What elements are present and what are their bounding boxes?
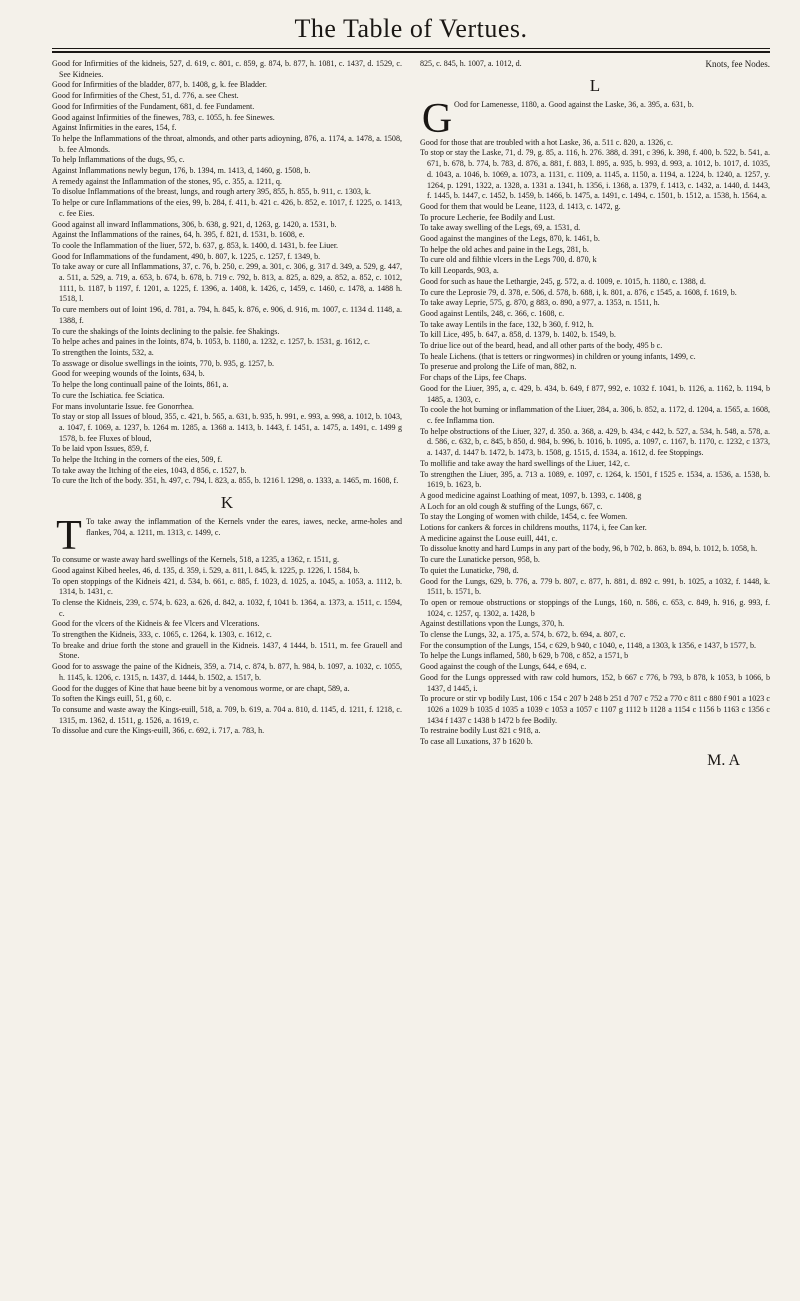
index-entry: Good against Infirmities of the finewes, 783, c. 1055, h. fee Sinewes. [52,112,275,122]
index-entry: To dissolue and cure the Kings-euill, 366, c. 692, i. 717, a. 783, h. [52,726,265,736]
index-entry: To coole the hot burning or inflammation of the Liuer, 284, a. 306, b. 852, a. 1172, d. 1204, a. 1565, a. 1608, c. fee Inflamma tion. [420,405,770,425]
index-entry: Good for Infirmities of the kidneis, 527, d. 619, c. 801, c. 859, g. 874, b. 877, h. 1081, c. 1437, d. 1529, c. See Kidneies. [52,59,402,79]
index-entry: To stay the Longing of women with childe, 1454, c. fee Women. [420,512,628,522]
index-entry: To cure the shakings of the Ioints declining to the palsie. fee Shakings. [52,326,280,336]
columns [52,59,770,770]
index-entry: Against the Inflammations of the raines, 64, h. 395, f. 821, d. 1531, b. 1608, e. [52,230,305,240]
index-entry: A medicine against the Louse euill, 441, c. [420,533,558,543]
right-top-line [420,59,770,70]
index-entry: Good for such as haue the Lethargie, 245, g. 572, a. d. 1009, e. 1015, h. 1180, c. 1388, d. [420,276,706,286]
index-entry: To helpe or cure Inflammations of the eies, 99, b. 284, f. 411, b. 421 c. 426, b. 852, e. 1017, f. 1225, o. 1413, c. fee Eies. [52,198,402,218]
right-entries [420,138,770,748]
index-entry: For mans involuntarie Issue. fee Gonorrhea. [52,401,194,411]
index-entry: Good for the Lungs, 629, b. 776, a. 779 b. 807, c. 877, h. 881, d. 892 c. 991, b. 1025, a 1032, f. 1448, k. 1511, b. 1571, b. [420,576,770,597]
index-entry: Good against all inward Inflammations, 306, b. 638, g. 921, d, 1263, g. 1420, a. 1531, b. [52,219,337,229]
index-entry: Good against the cough of the Lungs, 644, e 694, c. [420,662,587,672]
index-entry: Good for those that are troubled with a hot Laske, 36, a. 511 c. 820, a. 1326, c. [420,137,673,147]
drop-cap-body [454,100,770,138]
index-entry: Good against the mangines of the Legs, 870, k. 1461, b. [420,234,600,244]
index-entry: To strengthen the Kidneis, 333, c. 1065, c. 1264, k. 1303, c. 1612, c. [52,630,272,640]
index-entry: To cure members out of Ioint 196, d. 781, a. 794, h. 845, k. 876, e. 906, d. 916, m. 1007, c. 1134 d. 1148, a. 1388, f. [52,305,402,325]
index-entry: To be laid vpon Issues, 859, f. [52,444,149,454]
index-entry: Good for Inflammations of the fundament, 490, b. 807, k. 1225, c. 1257, f. 1349, b. [52,251,321,261]
drop-cap-letter: T [56,513,82,560]
right-column [420,59,770,770]
index-entry: To helpe the Lungs inflamed, 580, b 629, b 708, c 852, a 1571, b [420,651,629,661]
index-entry: To asswage or disolue swellings in the ioints, 770, b. 935, g. 1257, b. [52,358,275,368]
index-entry: To strengthen the Ioints, 532, a. [52,347,154,357]
index-entry: To mollifie and take away the hard swellings of the Liuer, 142, c. [420,458,630,468]
continued-entry: 825, c. 845, h. 1007, a. 1012, d. [420,59,522,68]
index-entry: To soften the Kings euill, 51, g 60, c. [52,694,172,704]
index-entry: To driue lice out of the beard, head, and all other parts of the body, 495 b c. [420,341,663,351]
index-entry: To open or remoue obstructions or stoppings of the Lungs, 160, n. 586, c. 653, c. 849, h. 916, g. 993, f. 1024, c. 1257, q. 1302, a. 1428, b [420,597,770,618]
index-entry: Good for the Lungs oppressed with raw cold humors, 152, b 667 c 776, b 793, b 878, k 1053, b 1066, b 1437, d 1445, i. [420,672,770,693]
index-entry: To strengthen the Liuer, 395, a. 713 a. 1089, e. 1097, c. 1264, k. 1501, f 1525 e. 1534, a. 1536, a. 1538, b. 1619, b. 1623, b. [420,469,770,490]
drop-cap-body [86,517,402,555]
index-entry: To stay or stop all Issues of bloud, 355, c. 421, b. 565, a. 631, b. 935, h. 991, e. 993, a. 998, a. 1012, b. 1043, a. 1047, f. 1069, a. 1237, b. 1264 m. 1285, a. 1368 a. 1413, b. 1443, f. 1451, a. 1475, a. 1491, c. 1499 g 1578, b. fee Fluxes of bloud, [52,412,402,443]
index-entry: To dissolue knotty and hard Lumps in any part of the body, 96, b 702, b. 863, b. 894, b. 1012, b. 1058, h. [420,544,758,554]
index-entry: Against Infirmities in the eares, 154, f. [52,123,177,133]
index-entry: To take away swelling of the Legs, 69, a. 1531, d. [420,223,581,233]
index-entry: To helpe aches and paines in the Ioints, 874, b. 1053, b. 1180, a. 1232, c. 1257, b. 1531, g. 1612, c. [52,337,370,347]
index-entry: To preserue and prolong the Life of man, 882, n. [420,362,577,372]
index-entry: Good against Kibed heeles, 46, d. 135, d. 359, i. 529, a. 811, l. 845, k. 1225, p. 1226, l. 1584, b. [52,565,360,575]
index-entry: To kill Lice, 495, b. 647, a. 858, d. 1379, b. 1402, b. 1549, b. [420,330,616,340]
index-entry: Good for to asswage the paine of the Kidneis, 359, a. 714, c. 874, b. 877, h. 984, b. 1097, a. 1032, c. 1055, h. 1145, k. 1206, c. 1315, n. 1437, d. 1444, b. 1502, a. 1517, b. [52,662,402,682]
index-entry: Good for Infirmities of the bladder, 877, b. 1408, g, k. fee Bladder. [52,80,267,90]
index-entry: To breake and driue forth the stone and grauell in the Kidneis. 1437, 4 1444, b. 1511, m. fee Grauell and Stone. [52,640,402,661]
header-rule-double [52,51,770,53]
index-entry: To cure the Leprosie 79, d. 378, e. 506, d. 578, b. 688, i, k. 801, a. 876, c 1545, a. 1608, f. 1619, b. [420,287,737,297]
index-entry: Good for the Liuer, 395, a, c. 429, b. 434, b. 649, f 877, 992, e. 1032 f. 1041, b. 1126, a. 1162, b. 1194, b 1485, a. 1303, c. [420,383,770,404]
index-entry: To take away the inflammation of the Kernels vnder the eares, iawes, necke, arme-holes and flankes, 704, a. 1211, m. 1313, c. 1499, c. [86,517,402,537]
index-entry: Good against Lentils, 248, c. 366, c. 1608, c. [420,308,565,318]
section-letter-k: K [220,493,234,513]
index-entry: To disolue Inflammations of the breast, lungs, and rough artery 395, 855, h. 855, b. 911, c. 1303, k. [52,187,371,197]
left-column [52,59,402,770]
index-entry: To helpe the Itching in the corners of the eies, 509, f. [52,455,223,465]
index-entry: To help Inflammations of the dugs, 95, c. [52,155,185,165]
index-entry: Ood for Lamenesse, 1180, a. Good against the Laske, 36, a. 395, a. 631, b. [454,99,694,109]
index-entry: To take away the Itching of the eies, 1043, d 856, c. 1527, b. [52,465,247,475]
index-entry: To kill Leopards, 903, a. [420,266,499,276]
index-entry: To cure the Lunaticke person, 958, b. [420,555,540,565]
index-entry: To clense the Lungs, 32, a. 175, a. 574, b. 672, b. 694, a. 807, c. [420,630,626,640]
index-entry: To helpe the Inflammations of the throat, almonds, and other parts adioyning, 876, a. 1174, a. 1478, a. 1508, b. fee Almonds. [52,133,402,154]
index-entry: To case all Luxations, 37 b 1620 b. [420,737,533,747]
index-entry: Good for the vlcers of the Kidneis & fee Vlcers and Vlcerations. [52,619,260,629]
index-entry: To take away Lentils in the face, 132, b 360, f. 912, h. [420,319,594,329]
index-entry: To helpe the old aches and paine in the Legs, 281, b. [420,244,589,254]
index-entry: To consume and waste away the Kings-euill, 518, a. 709, b. 619, a. 704 a. 810, d. 1145, d. 1211, f. 1218, c. 1315, m. 1362, d. 1511, g. 1526, a. 1619, c. [52,704,402,725]
index-entry: A good medicine against Loathing of meat, 1097, b. 1393, c. 1408, g [420,490,642,500]
header-rule [52,48,770,49]
index-entry: To cure the Ischiatica. fee Sciatica. [52,390,165,400]
index-entry: To consume or waste away hard swellings of the Kernels, 518, a 1235, a 1362, r. 1511, g. [52,555,339,565]
cross-reference: Knots, fee Nodes. [705,59,770,69]
index-entry: For the consumption of the Lungs, 154, c 629, b 940, c 1040, e, 1148, a 1303, k 1356, e 1437, b 1577, b. [420,640,757,650]
section-letter-l: L [589,75,601,95]
index-entry: A Loch for an old cough & stuffing of the Lungs, 667, c. [420,501,603,511]
index-entry: Good for them that would be Leane, 1123, d. 1413, c. 1472, g. [420,201,621,211]
index-entry: To cure old and filthie vlcers in the Legs 700, d. 870, k [420,255,597,265]
index-entry: To procure or stir vp bodily Lust, 106 c 154 c 207 b 248 b 251 d 707 c 752 a 770 c 811 c 880 f 901 a 1023 c 1026 a 1029 b 1035 d 1035 a 1039 c 1053 a 1057 c 1107 g 1112 b 1128 a 1154 c 1156 b 1163 c 1356 c 1434 f 1437 c 1438 b 1472 b fee Bodily. [420,694,770,725]
catchword: M. A [707,751,740,769]
index-entry: To quiet the Lunaticke, 798, d. [420,565,519,575]
page-header: The Table of Vertues. [294,14,528,43]
index-entry: Good for Infirmities of the Fundament, 681, d. fee Fundament. [52,101,255,111]
index-entry: To take away or cure all Inflammations, 37, c. 76, b. 250, c. 299, a. 301, c. 306, g. 317 d. 349, a. 529, g. 447, a. 511, a. 529, a. 719, a. 653, b. 674, b. 678, b. 719 c. 792, b. 813, a. 825, a. 829, a. 852, a. 852, c. 1012, 1111, b. 1187, b 1197, f. 1201, a. 1225, f. 1396, a. 1408, k. 1426, c, 1459, c. 1460, c. 1478, a. 1488 h. 1518, l. [52,262,402,304]
index-entry: To heale Lichens. (that is tetters or ringwormes) in children or young infants, 1499, c. [420,351,696,361]
left-entries-k [52,555,402,737]
index-entry: To coole the Inflammation of the liuer, 572, b. 637, g. 853, k. 1400, d. 1431, b. fee Liuer. [52,240,339,250]
index-entry: To helpe obstructions of the Liuer, 327, d. 350. a. 368, a. 429, b. 434, c 442, b. 527, a. 534, h. 548, a. 578, a. d. 586, c. 632, b, c. 845, b 850, d. 984, b. 996, b. 1016, b. 1095, a. 1097, c. 1167, b. 1170, c. 1232, c 1373, a. 1437, d. 1447 b. 1472, b. 1473, b. 1508, g. 1515, d. 1534, a. 1612, d. fee Stoppings. [420,426,770,458]
index-entry: Good for Infirmities of the Chest, 51, d. 776, a. see Chest. [52,91,239,101]
index-entry: To restraine bodily Lust 821 c 918, a. [420,726,541,736]
index-entry: A remedy against the Inflammation of the stones, 95, c. 355, a. 1211, q. [52,176,282,186]
index-entry: For chaps of the Lips, fee Chaps. [420,373,527,383]
index-entry: Against destillations vpon the Lungs, 370, h. [420,619,565,629]
index-entry: To stop or stay the Laske, 71, d. 79, g. 85, a. 116, h. 276. 388, d. 391, c 396, k. 398, f. 400, b. 522, b. 541, a. 671, b. 678, b. 774, b. 783, d. 876, a. 881, f. 883, l. 895, a. 935, b. 993, d. 993, a. 1012, b. 1017, d. 1035, d. 1043, a. 1046, b. 1069, a. 1073, a. 1131, c. 1109, a. 1145, a. 1150, a. 1194, a. 1224, b. 1240, a. 1257, y. 1264, p. 1291, 1322, a. 1328, a. 1331 a. 1341, h. 1356, i. 1368, a. 1379, f. 1413, c. 1432, a. 1440, d. 1443, f. 1445, b. 1447, c. 1452, b. 1459, b. 1466, b. 1475, a. 1491, c. 1494, c. 1501, b. 1512, a. 1538, h. 1564, a. [420,148,770,201]
index-entry: To open stoppings of the Kidneis 421, d. 534, b. 661, c. 885, f. 1023, d. 1025, a. 1045, a. 1053, a. 1112, b. 1314, b. 1431, c. [52,576,402,597]
index-entry: Good for weeping wounds of the Ioints, 634, b. [52,369,205,379]
index-entry: To helpe the long continuall paine of the Ioints, 861, a. [52,380,229,390]
index-entry: To procure Lecherie, fee Bodily and Lust. [420,212,555,222]
index-entry: To take away Leprie, 575, g. 870, g 883, o. 890, a 977, a. 1353, n. 1511, h. [420,298,660,308]
index-entry: Good for the dugges of Kine that haue beene bit by a venomous worme, or are chapt, 589, a. [52,683,350,693]
index-entry: Lotions for cankers & forces in childrens mouths, 1174, i, fee Can ker. [420,523,647,533]
drop-cap-letter: G [421,95,453,142]
left-entries [52,59,402,487]
index-entry: To cure the Itch of the body. 351, h. 497, c. 794, l. 823, a. 855, b. 1216 l. 1298, o. 1333, a. 1465, m. 1608, f. [52,476,399,486]
index-entry: To clense the Kidneis, 239, c. 574, b. 623, a. 626, d. 842, a. 1032, f, 1041 b. 1364, a. 1373, a. 1511, c. 1594, c. [52,597,402,618]
index-entry: Against Inflammations newly begun, 176, b. 1394, m. 1413, d, 1460, g. 1508, b. [52,166,311,176]
